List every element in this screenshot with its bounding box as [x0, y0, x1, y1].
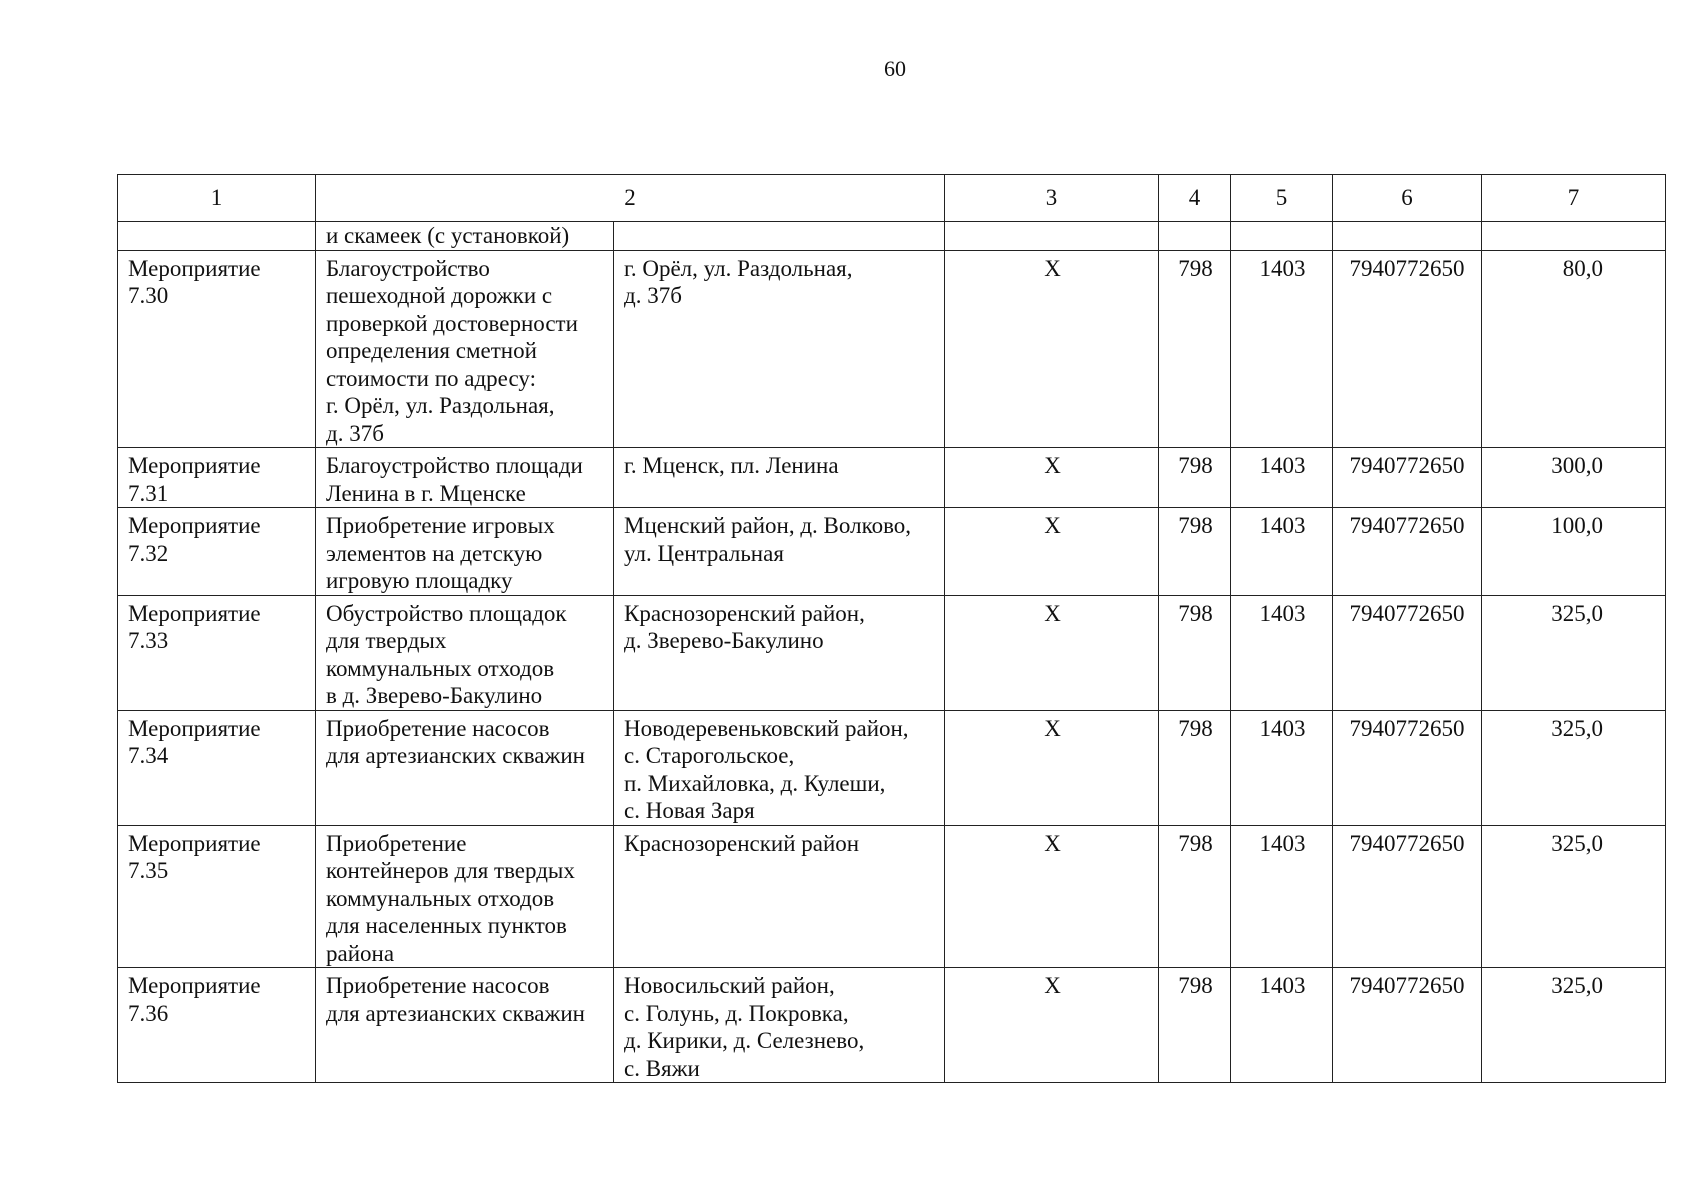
header-cell-5: 5	[1231, 175, 1333, 222]
table-row	[118, 710, 1666, 825]
col7-cell: 325,0	[1482, 710, 1666, 825]
col7-cell: 300,0	[1482, 448, 1666, 508]
col6-cell: 7940772650	[1333, 250, 1482, 448]
name-cell-line: для артезианских скважин	[326, 1000, 585, 1026]
col6-cell: 7940772650	[1333, 448, 1482, 508]
name-cell	[316, 250, 614, 448]
event-cell	[118, 448, 316, 508]
table-row	[118, 825, 1666, 968]
event-cell-line: 7.35	[128, 858, 169, 883]
address-cell-line: Новодеревеньковский район,	[624, 715, 909, 741]
col4-cell: 798	[1159, 710, 1231, 825]
name-cell-line: коммунальных отходов	[326, 885, 555, 911]
header-cell-1: 1	[118, 175, 316, 222]
col3-cell: Х	[945, 825, 1159, 968]
table-row	[118, 508, 1666, 596]
event-cell-line: Мероприятие	[128, 973, 261, 998]
col5-cell: 1403	[1231, 448, 1333, 508]
name-cell-line: Благоустройство	[326, 255, 490, 281]
col7-cell: 325,0	[1482, 825, 1666, 968]
event-cell-line: 7.32	[128, 540, 169, 566]
address-cell	[614, 250, 945, 448]
col3-cell: Х	[945, 508, 1159, 596]
col6-cell: 7940772650	[1333, 595, 1482, 710]
budget-table	[117, 174, 1666, 1083]
col3-cell: Х	[945, 250, 1159, 448]
address-cell-line: д. Кирики, д. Селезнево,	[624, 1028, 865, 1053]
name-cell-line: пешеходной дорожки с	[326, 283, 553, 308]
event-cell-line: Мероприятие	[128, 830, 261, 856]
address-cell-line: Новосильский район,	[624, 973, 835, 998]
name-cell-line: д. 37б	[326, 420, 384, 446]
name-cell-line: игровую площадку	[326, 568, 513, 593]
event-cell-line: 7.31	[128, 480, 169, 506]
col5-cell: 1403	[1231, 508, 1333, 596]
address-cell-line: п. Михайловка, д. Кулеши,	[624, 770, 886, 796]
col4-cell: 798	[1159, 448, 1231, 508]
col6-cell: 7940772650	[1333, 710, 1482, 825]
address-cell	[614, 825, 945, 968]
address-cell-line: с. Новая Заря	[624, 798, 755, 823]
name-cell-line: проверкой достоверности	[326, 310, 578, 336]
event-cell-line: Мероприятие	[128, 453, 261, 478]
event-cell-line: Мероприятие	[128, 600, 261, 626]
continuation-col4-cell	[1159, 222, 1231, 251]
event-cell-line: 7.36	[128, 1000, 169, 1026]
table-row	[118, 595, 1666, 710]
col6-cell: 7940772650	[1333, 508, 1482, 596]
event-cell	[118, 250, 316, 448]
name-cell	[316, 508, 614, 596]
continuation-col6-cell	[1333, 222, 1482, 251]
continuation-col3-cell	[945, 222, 1159, 251]
event-cell-line: Мероприятие	[128, 255, 261, 281]
col4-cell: 798	[1159, 595, 1231, 710]
name-cell-line: Приобретение игровых	[326, 513, 555, 538]
event-cell-line: 7.33	[128, 628, 169, 653]
address-cell-line: д. 37б	[624, 283, 682, 308]
page-number: 60	[884, 56, 906, 81]
col3-cell: Х	[945, 448, 1159, 508]
continuation-name-line: и скамеек (с установкой)	[326, 223, 570, 248]
address-cell	[614, 710, 945, 825]
col3-cell: Х	[945, 710, 1159, 825]
continuation-address-cell	[614, 222, 945, 251]
header-cell-6: 6	[1333, 175, 1482, 222]
address-cell-line: Мценский район, д. Волково,	[624, 513, 912, 538]
name-cell	[316, 595, 614, 710]
col4-cell: 798	[1159, 508, 1231, 596]
name-cell-line: элементов на детскую	[326, 540, 543, 566]
name-cell-line: для артезианских скважин	[326, 743, 585, 768]
name-cell-line: определения сметной	[326, 338, 537, 363]
name-cell-line: коммунальных отходов	[326, 655, 555, 681]
event-cell	[118, 710, 316, 825]
col5-cell: 1403	[1231, 968, 1333, 1083]
name-cell-line: Ленина в г. Мценске	[326, 480, 526, 506]
address-cell-line: г. Орёл, ул. Раздольная,	[624, 255, 853, 281]
name-cell-line: Благоустройство площади	[326, 453, 583, 478]
event-cell-line: 7.30	[128, 283, 169, 308]
address-cell	[614, 968, 945, 1083]
continuation-name-cell	[316, 222, 614, 251]
col4-cell: 798	[1159, 250, 1231, 448]
col5-cell: 1403	[1231, 595, 1333, 710]
event-cell-line: Мероприятие	[128, 715, 261, 741]
col7-cell: 80,0	[1482, 250, 1666, 448]
name-cell-line: Обустройство площадок	[326, 600, 567, 626]
header-row	[118, 175, 1666, 222]
continuation-event-cell	[118, 222, 316, 251]
col3-cell: Х	[945, 968, 1159, 1083]
name-cell	[316, 968, 614, 1083]
name-cell-line: стоимости по адресу:	[326, 365, 536, 391]
col3-cell: Х	[945, 595, 1159, 710]
col5-cell: 1403	[1231, 825, 1333, 968]
header-cell-7: 7	[1482, 175, 1666, 222]
col6-cell: 7940772650	[1333, 968, 1482, 1083]
address-cell	[614, 448, 945, 508]
col6-cell: 7940772650	[1333, 825, 1482, 968]
name-cell-line: для населенных пунктов	[326, 913, 567, 938]
col7-cell: 100,0	[1482, 508, 1666, 596]
col5-cell: 1403	[1231, 250, 1333, 448]
address-cell-line: д. Зверево-Бакулино	[624, 628, 824, 653]
continuation-col5-cell	[1231, 222, 1333, 251]
name-cell-line: Приобретение насосов	[326, 973, 550, 998]
col4-cell: 798	[1159, 825, 1231, 968]
address-cell-line: г. Мценск, пл. Ленина	[624, 453, 839, 478]
header-cell-2: 2	[316, 175, 945, 222]
address-cell-line: с. Вяжи	[624, 1055, 700, 1081]
continuation-row	[118, 222, 1666, 251]
header-cell-3: 3	[945, 175, 1159, 222]
name-cell-line: района	[326, 940, 395, 966]
address-cell-line: с. Голунь, д. Покровка,	[624, 1000, 849, 1026]
address-cell-line: с. Старогольское,	[624, 743, 795, 768]
name-cell-line: Приобретение насосов	[326, 715, 550, 741]
col7-cell: 325,0	[1482, 595, 1666, 710]
address-cell-line: ул. Центральная	[624, 540, 784, 566]
name-cell	[316, 448, 614, 508]
name-cell-line: для твердых	[326, 628, 447, 653]
col7-cell: 325,0	[1482, 968, 1666, 1083]
continuation-col7-cell	[1482, 222, 1666, 251]
name-cell-line: Приобретение	[326, 830, 467, 856]
name-cell-line: г. Орёл, ул. Раздольная,	[326, 393, 555, 418]
col4-cell: 798	[1159, 968, 1231, 1083]
address-cell	[614, 508, 945, 596]
event-cell	[118, 968, 316, 1083]
event-cell	[118, 825, 316, 968]
table-row	[118, 448, 1666, 508]
address-cell	[614, 595, 945, 710]
event-cell-line: Мероприятие	[128, 513, 261, 538]
header-cell-4: 4	[1159, 175, 1231, 222]
name-cell-line: контейнеров для твердых	[326, 858, 575, 883]
address-cell-line: Краснозоренский район,	[624, 600, 865, 626]
col5-cell: 1403	[1231, 710, 1333, 825]
name-cell	[316, 825, 614, 968]
event-cell	[118, 595, 316, 710]
table-row	[118, 250, 1666, 448]
event-cell	[118, 508, 316, 596]
address-cell-line: Краснозоренский район	[624, 830, 860, 856]
name-cell	[316, 710, 614, 825]
event-cell-line: 7.34	[128, 743, 169, 768]
name-cell-line: в д. Зверево-Бакулино	[326, 683, 543, 708]
table-row	[118, 968, 1666, 1083]
